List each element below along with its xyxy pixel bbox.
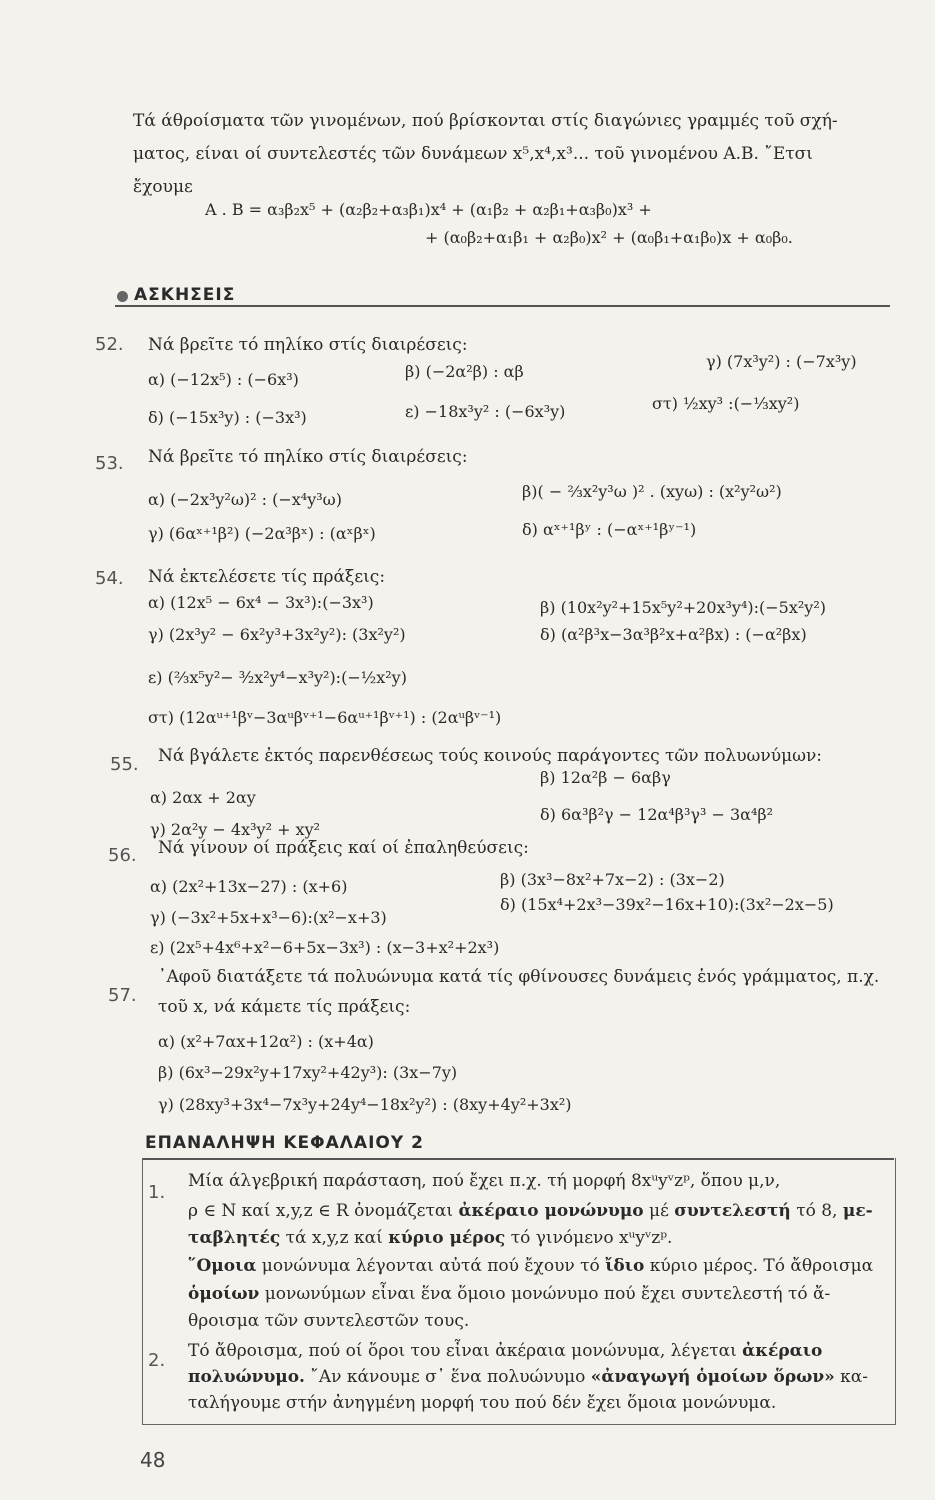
intro-formula-2: + (α₀β₂+α₁β₁ + α₂β₀)x² + (α₀β₁+α₁β₀)x + α₀β₀. (425, 228, 793, 247)
exercise-52-text: Νά βρεῖτε τό πηλίκο στίς διαιρέσεις: (148, 335, 468, 355)
exercise-55-a: α) 2αx + 2αy (150, 788, 256, 807)
exercise-57-text-2: τοῦ x, νά κάμετε τίς πράξεις: (158, 997, 411, 1017)
exercise-52-c: γ) (7x³y²) : (−7x³y) (706, 352, 857, 371)
exercise-55-c: γ) 2α²y − 4x³y² + xy² (150, 820, 321, 839)
review-item-1-line-2: ρ ∈ Ν καί x,y,z ∈ R ὀνομάζεται ἀκέραιο μονώνυμο μέ συντελεστή τό 8, με- (188, 1201, 873, 1221)
exercise-52-d: δ) (−15x³y) : (−3x³) (148, 408, 307, 427)
review-item-1-number: 1. (148, 1182, 166, 1203)
review-item-2-line-3: ταλήγουμε στήν ἀνηγμένη μορφή του πού δέν ἔχει ὅμοια μονώνυμα. (188, 1393, 777, 1413)
exercise-52-b: β) (−2α²β) : αβ (405, 362, 524, 381)
exercise-53-d: δ) αˣ⁺¹βʸ : (−αˣ⁺¹βʸ⁻¹) (522, 520, 697, 539)
exercise-54-st: στ) (12αᵘ⁺¹βᵛ−3αᵘβᵛ⁺¹−6αᵘ⁺¹βᵛ⁺¹) : (2αᵘβᵛ⁻¹) (148, 708, 502, 727)
review-item-1-line-3: ταβλητές τά x,y,z καί κύριο μέρος τό γινόμενο xᵘyᵛzᵖ. (188, 1228, 673, 1248)
section-rule (115, 305, 890, 307)
exercise-56-number: 56. (108, 845, 137, 866)
exercise-55-d: δ) 6α³β²γ − 12α⁴β³γ³ − 3α⁴β² (540, 805, 774, 824)
intro-formula-1: Α . Β = α₃β₂x⁵ + (α₂β₂+α₃β₁)x⁴ + (α₁β₂ + α₂β₁+α₃β₀)x³ + (205, 200, 652, 219)
exercise-54-c: γ) (2x³y² − 6x²y³+3x²y²): (3x²y²) (148, 625, 406, 644)
exercise-55-text: Νά βγάλετε ἐκτός παρενθέσεως τούς κοινούς παράγοντες τῶν πολυωνύμων: (158, 746, 823, 766)
exercises-title: ΑΣΚΗΣΕΙΣ (134, 285, 236, 305)
exercise-54-a: α) (12x⁵ − 6x⁴ − 3x³):(−3x³) (148, 593, 374, 612)
exercise-53-number: 53. (95, 453, 124, 474)
exercise-57-a: α) (x²+7αx+12α²) : (x+4α) (158, 1032, 374, 1051)
review-item-1-line-4: ῞Ομοια μονώνυμα λέγονται αὐτά πού ἔχουν τό ἴδιο κύριο μέρος. Τό ἄθροισμα (188, 1256, 874, 1276)
review-title: ΕΠΑΝΑΛΗΨΗ ΚΕΦΑΛΑΙΟΥ 2 (145, 1133, 424, 1153)
exercise-57-b: β) (6x³−29x²y+17xy²+42y³): (3x−7y) (158, 1063, 458, 1082)
exercise-54-e: ε) (⅔x⁵y²− ³⁄₂x²y⁴−x³y²):(−½x²y) (148, 668, 407, 687)
section-bullet (117, 291, 128, 302)
exercise-53-c: γ) (6αˣ⁺¹β²) (−2α³βˣ) : (αˣβˣ) (148, 524, 376, 543)
page-number: 48 (140, 1448, 166, 1472)
exercise-52-number: 52. (95, 334, 124, 355)
exercise-53-text: Νά βρεῖτε τό πηλίκο στίς διαιρέσεις: (148, 447, 468, 467)
review-item-1-line-1: Μία άλγεβρική παράσταση, πού ἔχει π.χ. τή μορφή 8xᵘyᵛzᵖ, ὅπου μ,ν, (188, 1171, 781, 1191)
exercise-56-b: β) (3x³−8x²+7x−2) : (3x−2) (500, 870, 725, 889)
exercise-57-text-1: ᾽Αφοῦ διατάξετε τά πολυώνυμα κατά τίς φθίνουσες δυνάμεις ἑνός γράμματος, π.χ. (158, 967, 880, 987)
review-item-2-number: 2. (148, 1350, 166, 1371)
exercise-57-number: 57. (108, 985, 137, 1006)
exercise-56-e: ε) (2x⁵+4x⁶+x²−6+5x−3x³) : (x−3+x²+2x³) (150, 938, 500, 957)
intro-line-3: ἔχουμε (133, 177, 193, 197)
exercise-54-number: 54. (95, 568, 124, 589)
exercise-54-d: δ) (α²β³x−3α³β²x+α²βx) : (−α²βx) (540, 625, 807, 644)
exercise-57-c: γ) (28xy³+3x⁴−7x³y+24y⁴−18x²y²) : (8xy+4y²+3x²) (158, 1095, 572, 1114)
exercise-54-text: Νά ἐκτελέσετε τίς πράξεις: (148, 567, 386, 587)
exercise-52-st: στ) ½xy³ :(−⅓xy²) (652, 394, 800, 413)
exercise-56-a: α) (2x²+13x−27) : (x+6) (150, 877, 348, 896)
exercise-55-number: 55. (110, 754, 139, 775)
exercise-52-e: ε) −18x³y² : (−6x³y) (405, 402, 566, 421)
review-item-2-line-2: πολυώνυμο. ῎Αν κάνουμε σ᾽ ἕνα πολυώνυμο «ἀναγωγή ὁμοίων ὅρων» κα- (188, 1367, 869, 1387)
exercise-55-b: β) 12α²β − 6αβγ (540, 768, 671, 787)
exercise-56-d: δ) (15x⁴+2x³−39x²−16x+10):(3x²−2x−5) (500, 895, 834, 914)
exercise-54-b: β) (10x²y²+15x⁵y²+20x³y⁴):(−5x²y²) (540, 598, 826, 617)
review-item-1-line-5: ὁμοίων μονωνύμων εἶναι ἕνα ὅμοιο μονώνυμο πού ἔχει συντελεστή τό ἄ- (188, 1284, 831, 1304)
review-item-2-line-1: Τό ἄθροισμα, πού οί ὅροι του εἶναι ἀκέραια μονώνυμα, λέγεται ἀκέραιο (188, 1341, 823, 1361)
exercise-56-text: Νά γίνουν οί πράξεις καί οί ἐπαληθεύσεις: (158, 838, 529, 858)
intro-line-1: Τά άθροίσματα τῶν γινομένων, πού βρίσκονται στίς διαγώνιες γραμμές τοῦ σχή- (133, 111, 838, 131)
exercise-53-a: α) (−2x³y²ω)² : (−x⁴y³ω) (148, 490, 342, 509)
review-item-1-line-6: θροισμα τῶν συντελεστῶν τους. (188, 1311, 470, 1331)
exercise-56-c: γ) (−3x²+5x+x³−6):(x²−x+3) (150, 908, 387, 927)
exercise-52-a: α) (−12x⁵) : (−6x³) (148, 370, 299, 389)
exercise-53-b: β)( − ⅔x²y³ω )² . (xyω) : (x²y²ω²) (522, 482, 782, 501)
intro-line-2: ματος, είναι οί συντελεστές τῶν δυνάμεων x⁵,x⁴,x³... τοῦ γινομένου Α.Β. ῎Ετσι (133, 144, 813, 164)
